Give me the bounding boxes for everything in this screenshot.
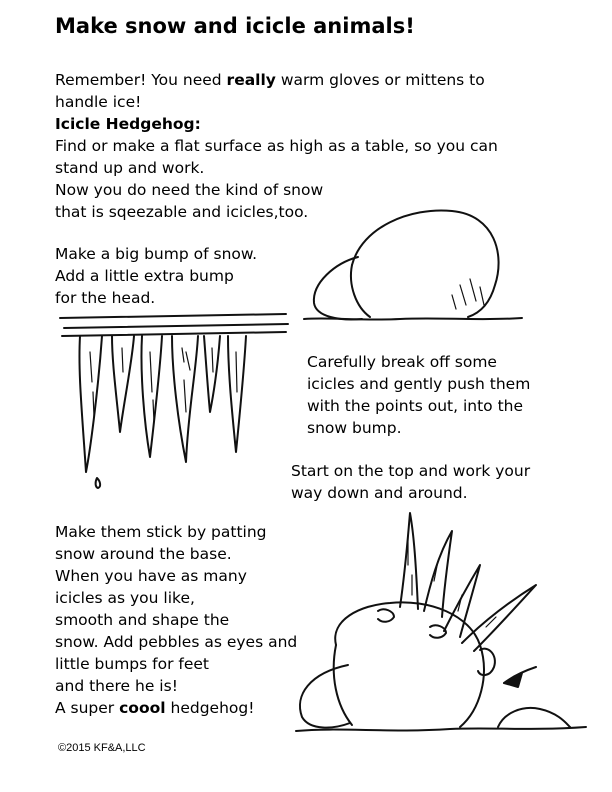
icicles-drawing bbox=[60, 312, 290, 497]
emphasis-coool: coool bbox=[119, 699, 166, 717]
intro-line: handle ice! bbox=[55, 93, 142, 111]
intro-line: that is sqeezable and icicles,too. bbox=[55, 203, 309, 221]
intro-line: Find or make a flat surface as high as a table, so you can bbox=[55, 137, 498, 155]
page-title: Make snow and icicle animals! bbox=[55, 14, 415, 38]
bump-instructions: Make a big bump of snow. Add a little extra bump for the head. bbox=[55, 245, 258, 307]
icicle-instructions: Carefully break off some icicles and gently push them with the points out, into the snow bump. bbox=[307, 353, 531, 437]
start-instructions: Start on the top and work your way down and around. bbox=[291, 462, 531, 502]
intro-line: Remember! You need really warm gloves or mittens to bbox=[55, 71, 485, 89]
section-heading: Icicle Hedgehog: bbox=[55, 115, 201, 133]
emphasis-really: really bbox=[226, 71, 276, 89]
snow-bump-drawing bbox=[300, 205, 540, 335]
icicle-hedgehog-drawing bbox=[290, 505, 595, 745]
finish-instructions: Make them stick by patting snow around the base. When you have as many icicles as you like, smooth and shape the snow. Add pebbles as eyes and little bumps for feet and there he is! A super coool hedgehog! bbox=[55, 523, 298, 717]
intro-text bbox=[55, 69, 498, 223]
intro-line: Now you do need the kind of snow bbox=[55, 181, 324, 199]
copyright-notice: ©2015 KF&A,LLC bbox=[58, 742, 146, 754]
intro-line: stand up and work. bbox=[55, 159, 205, 177]
